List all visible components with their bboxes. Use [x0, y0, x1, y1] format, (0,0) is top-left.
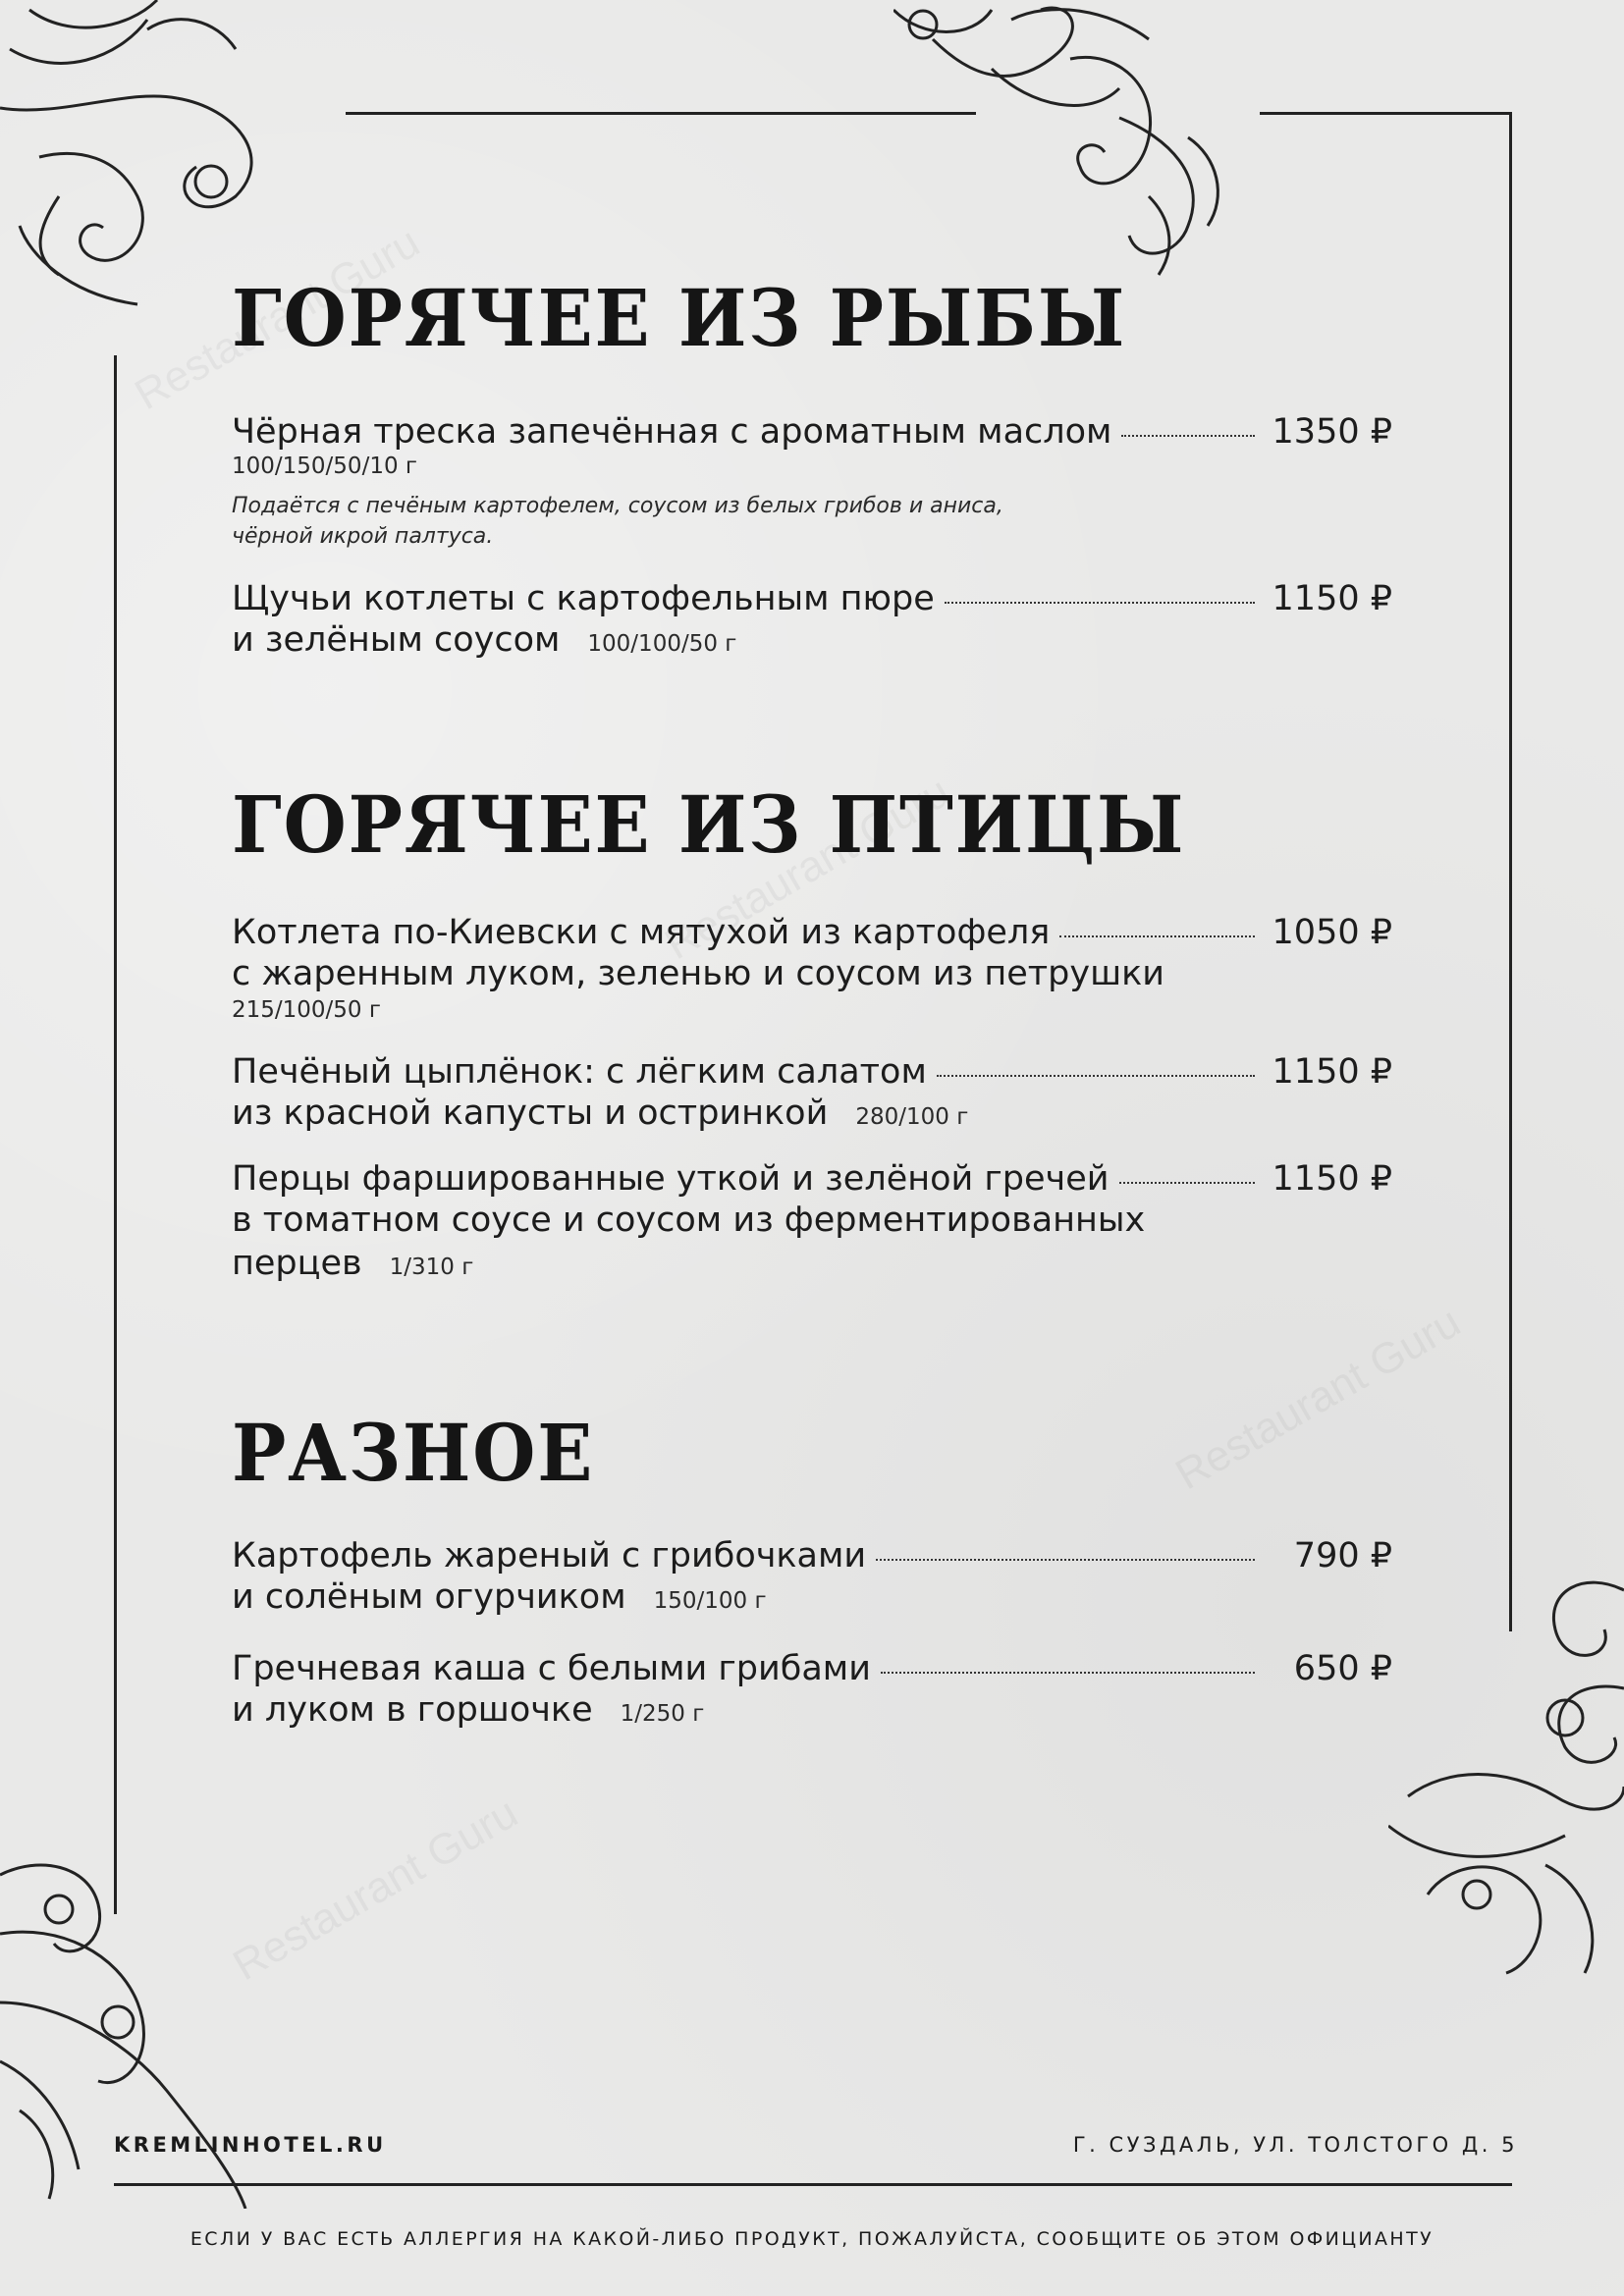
dish-name: Чёрная треска запечённая с ароматным маслом: [232, 412, 1112, 452]
dish-price: 1150 ₽: [1272, 1052, 1392, 1092]
frame-left-line: [114, 355, 117, 1914]
address: Г. СУЗДАЛЬ, УЛ. ТОЛСТОГО Д. 5: [1072, 2133, 1518, 2157]
dot-leader: [937, 1075, 1255, 1077]
dish-weight: 100/150/50/10 г: [232, 454, 417, 479]
dish-name: Перцы фаршированные уткой и зелёной гречей: [232, 1159, 1110, 1199]
dish-name-continued: и солёным огурчиком: [232, 1577, 626, 1617]
section-title-misc: РАЗНОЕ: [232, 1407, 595, 1499]
dish-name-continued: с жаренным луком, зеленью и соусом из петрушки: [232, 954, 1165, 993]
menu-item: [232, 1649, 1392, 1735]
dish-name-continued: в томатном соусе и соусом из ферментированных: [232, 1201, 1146, 1240]
dish-name-continued: и зелёным соусом: [232, 620, 561, 660]
menu-item: [232, 1159, 1392, 1289]
menu-item: [232, 412, 1392, 552]
menu-item: [232, 1052, 1392, 1139]
dish-weight: 150/100 г: [653, 1588, 767, 1614]
dish-name: Печёный цыплёнок: с лёгким салатом: [232, 1052, 927, 1092]
menu-item: [232, 1536, 1392, 1623]
dish-name-continued: из красной капусты и остринкой: [232, 1094, 829, 1133]
menu-item: [232, 913, 1392, 1025]
dish-price: 1350 ₽: [1272, 412, 1392, 452]
dot-leader: [945, 602, 1255, 604]
dot-leader: [1121, 435, 1255, 437]
dish-weight: 215/100/50 г: [232, 997, 381, 1023]
description-line: Подаётся с печёным картофелем, соусом из белых грибов и аниса,: [232, 494, 1003, 518]
dish-name: Гречневая каша с белыми грибами: [232, 1649, 871, 1688]
dish-weight: 1/310 г: [389, 1255, 474, 1280]
watermark: [225, 1789, 526, 1991]
dish-price: 1150 ₽: [1272, 579, 1392, 618]
dish-price: 1050 ₽: [1272, 913, 1392, 952]
frame-top-right-line: [1260, 112, 1512, 115]
dish-price: 1150 ₽: [1272, 1159, 1392, 1199]
dot-leader: [1059, 935, 1255, 937]
dish-price: 650 ₽: [1293, 1649, 1392, 1688]
menu-item: [232, 579, 1392, 666]
footer-divider: [114, 2183, 1512, 2186]
frame-right-line: [1509, 112, 1512, 1631]
ornament-top-right: [893, 0, 1286, 294]
dish-name: Картофель жареный с грибочками: [232, 1536, 867, 1575]
dish-name: Щучьи котлеты с картофельным пюре: [232, 579, 935, 618]
dish-price: 790 ₽: [1293, 1536, 1392, 1575]
watermark: [1167, 1298, 1469, 1500]
allergy-note: ЕСЛИ У ВАС ЕСТЬ АЛЛЕРГИЯ НА КАКОЙ-ЛИБО ПРОДУКТ, ПОЖАЛУЙСТА, СООБЩИТЕ ОБ ЭТОМ ОФИЦИАНТУ: [189, 2228, 1435, 2250]
dish-weight: 1/250 г: [620, 1701, 705, 1727]
dish-name: Котлета по-Киевски с мятухой из картофеля: [232, 913, 1051, 952]
frame-top-left-line: [346, 112, 976, 115]
dot-leader: [1119, 1182, 1256, 1184]
website-link[interactable]: KREMLINHOTEL.RU: [114, 2133, 387, 2157]
section-title-poultry: ГОРЯЧЕЕ ИЗ ПТИЦЫ: [232, 778, 1186, 871]
description-line: чёрной икрой палтуса.: [232, 524, 494, 549]
dish-weight: 100/100/50 г: [587, 631, 737, 657]
dish-description: [232, 491, 1392, 552]
section-title-fish: ГОРЯЧЕЕ ИЗ РЫБЫ: [232, 272, 1127, 364]
dot-leader: [876, 1559, 1255, 1561]
ornament-bottom-right: [1388, 1571, 1624, 1983]
dish-name-continued: и луком в горшочке: [232, 1690, 593, 1730]
dish-weight: 280/100 г: [855, 1104, 969, 1130]
dot-leader: [881, 1672, 1255, 1674]
dish-name-continued: перцев: [232, 1244, 362, 1283]
